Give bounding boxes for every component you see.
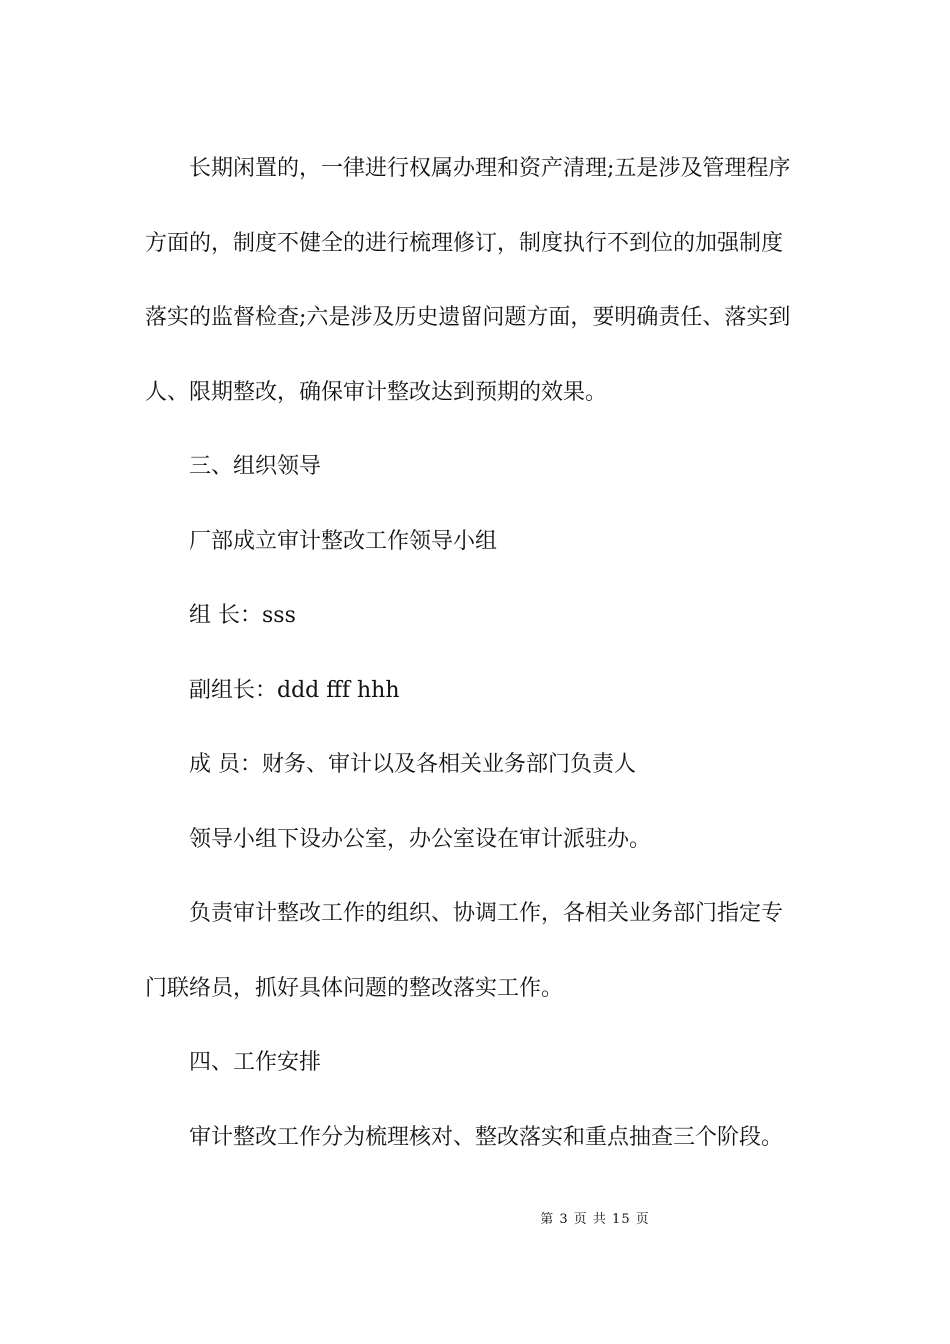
section-heading-work-arrangement: 四、工作安排	[189, 1050, 322, 1075]
body-line: 负责审计整改工作的组织、协调工作，各相关业务部门指定专	[189, 901, 784, 926]
document-body	[145, 132, 815, 1175]
page-number-footer: 第 3 页 共 15 页	[540, 1212, 650, 1227]
body-line: 人、限期整改，确保审计整改达到预期的效果。	[145, 379, 608, 405]
members-line: 成 员：财务、审计以及各相关业务部门负责人	[189, 752, 636, 777]
deputy-leader-line: 副组长：ddd fff hhh	[189, 677, 400, 703]
body-line: 厂部成立审计整改工作领导小组	[189, 528, 498, 554]
body-line: 方面的，制度不健全的进行梳理修订，制度执行不到位的加强制度	[145, 230, 784, 256]
body-line: 落实的监督检查;六是涉及历史遗留问题方面，要明确责任、落实到	[145, 305, 791, 330]
leader-line: 组 长：sss	[189, 603, 296, 628]
body-line: 审计整改工作分为梳理核对、整改落实和重点抽查三个阶段。	[189, 1124, 784, 1150]
body-line: 长期闲置的，一律进行权属办理和资产清理;五是涉及管理程序	[189, 156, 791, 181]
section-heading-organization: 三、组织领导	[189, 454, 322, 479]
body-line: 领导小组下设办公室，办公室设在审计派驻办。	[189, 826, 652, 852]
body-line: 门联络员，抓好具体问题的整改落实工作。	[145, 975, 564, 1001]
